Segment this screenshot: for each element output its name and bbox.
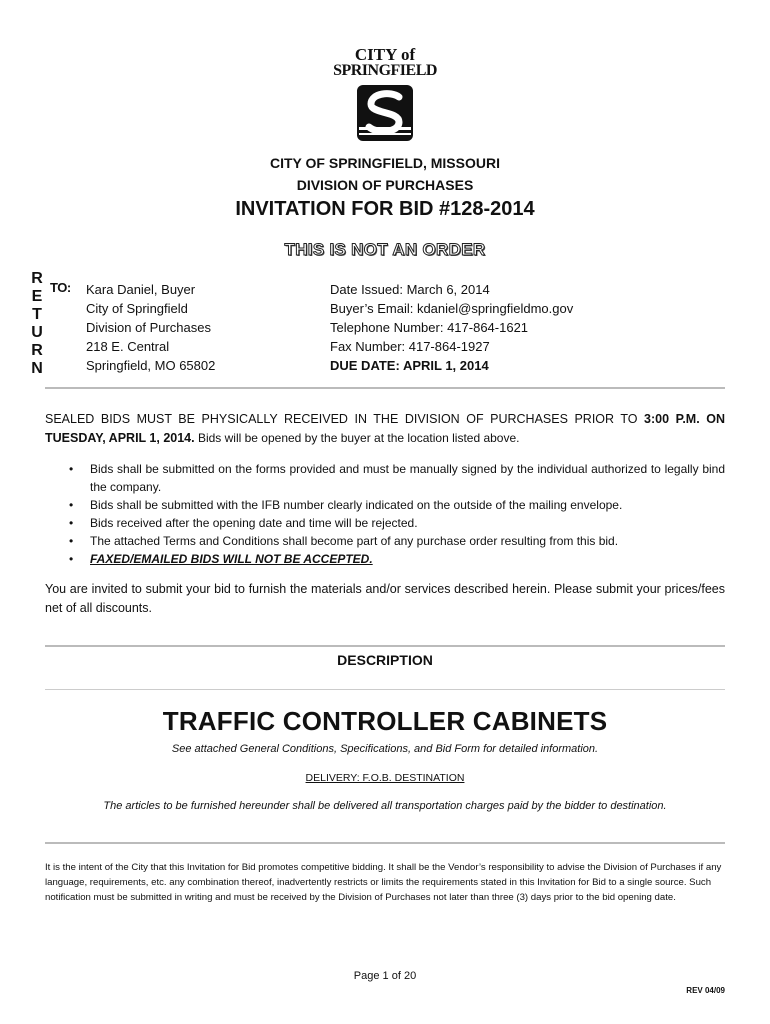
bid-item-title: TRAFFIC CONTROLLER CABINETS: [162, 706, 608, 736]
return-letter: T: [32, 306, 42, 323]
date-issued: Date Issued: March 6, 2014: [330, 282, 490, 297]
return-label: [29, 270, 45, 378]
not-an-order-banner: THIS IS NOT AN ORDER: [284, 240, 486, 259]
list-item: [45, 532, 725, 550]
bullet-icon: •: [69, 498, 74, 512]
logo-line-1: CITY of: [354, 45, 416, 64]
bullet-icon: •: [69, 534, 74, 548]
delivery-text: DELIVERY: F.O.B. DESTINATION: [305, 772, 465, 784]
list-item-text: Bids shall be submitted with the IFB number clearly indicated on the outside of the mailing envelope.: [90, 498, 623, 512]
list-item: [45, 550, 725, 568]
return-letter: N: [31, 360, 43, 377]
page-number: Page 1 of 20: [353, 970, 417, 982]
fax-number: Fax Number: 417-864-1927: [330, 339, 490, 354]
due-date: DUE DATE: APRIL 1, 2014: [330, 358, 489, 373]
address-line: 218 E. Central: [86, 339, 170, 354]
sealed-bids-paragraph: [45, 410, 725, 448]
return-letter: R: [31, 342, 43, 359]
return-address: [86, 280, 215, 375]
invitation-paragraph: You are invited to submit your bid to furnish the materials and/or services described herein. Please submit your prices/fees net of all discounts.: [45, 582, 725, 615]
contact-info: [330, 280, 573, 375]
bid-rules-list: [45, 460, 725, 568]
bullet-icon: •: [69, 516, 74, 530]
divider: [45, 387, 725, 389]
bullet-icon: •: [69, 462, 74, 476]
divider: [45, 842, 725, 844]
see-attached-note: See attached General Conditions, Specifications, and Bid Form for detailed information.: [171, 743, 599, 755]
city-logo: [330, 46, 440, 146]
list-item: [45, 496, 725, 514]
divider: [45, 689, 725, 690]
return-letter: R: [31, 270, 43, 287]
list-item-text: The attached Terms and Conditions shall become part of any purchase order resulting from this bid.: [90, 534, 619, 548]
revision-label: REV 04/09: [686, 986, 725, 995]
city-heading: CITY OF SPRINGFIELD, MISSOURI: [270, 155, 500, 171]
list-item: [45, 514, 725, 532]
telephone-number: Telephone Number: 417-864-1621: [330, 320, 529, 335]
divider: [45, 645, 725, 647]
bullet-icon: •: [69, 552, 74, 566]
sealed-tail: Bids will be opened by the buyer at the location listed above.: [194, 431, 520, 445]
sealed-time: 3:00 P.M. ON TUESDAY, APRIL 1, 2014.: [45, 412, 725, 445]
ifb-title: INVITATION FOR BID #128-2014: [235, 198, 535, 220]
buyer-email: Buyer’s Email: kdaniel@springfieldmo.gov: [330, 301, 574, 316]
address-line: Springfield, MO 65802: [86, 358, 216, 373]
address-line: City of Springfield: [86, 301, 188, 316]
intent-paragraph: It is the intent of the City that this Invitation for Bid promotes competitive bidding. It shall be the Vendor’s responsibility to advise the Division of Purchases if any language, requirements, etc. any combination thereof, inadvertently restricts or limits the requirements stated in this Invitation for Bid to a single source. Such notification must be submitted in writing and must be received by the Division of Purchases not later than three (3) days prior to the bid opening date.: [45, 862, 722, 903]
address-line: Kara Daniel, Buyer: [86, 282, 196, 297]
faxed-emailed-warning: FAXED/EMAILED BIDS WILL NOT BE ACCEPTED.: [90, 552, 373, 566]
list-item-text: Bids received after the opening date and time will be rejected.: [90, 516, 418, 530]
list-item-text: Bids shall be submitted on the forms provided and must be manually signed by the individual authorized to legally bind the company.: [90, 462, 725, 494]
description-heading: DESCRIPTION: [337, 652, 433, 668]
address-line: Division of Purchases: [86, 320, 211, 335]
list-item: [45, 460, 725, 496]
return-letter: E: [31, 288, 43, 305]
articles-note: The articles to be furnished hereunder shall be delivered all transportation charges paid by the bidder to destination.: [103, 800, 667, 812]
sealed-lead: SEALED BIDS MUST BE PHYSICALLY RECEIVED IN THE DIVISION OF PURCHASES PRIOR TO: [45, 412, 645, 426]
delivery-terms: [0, 772, 770, 784]
return-letter: U: [31, 324, 43, 341]
springfield-s-logo-icon: [353, 81, 417, 145]
division-heading: DIVISION OF PURCHASES: [296, 177, 474, 193]
logo-line-2: SPRINGFIELD: [333, 62, 437, 79]
to-label: TO:: [50, 280, 71, 295]
